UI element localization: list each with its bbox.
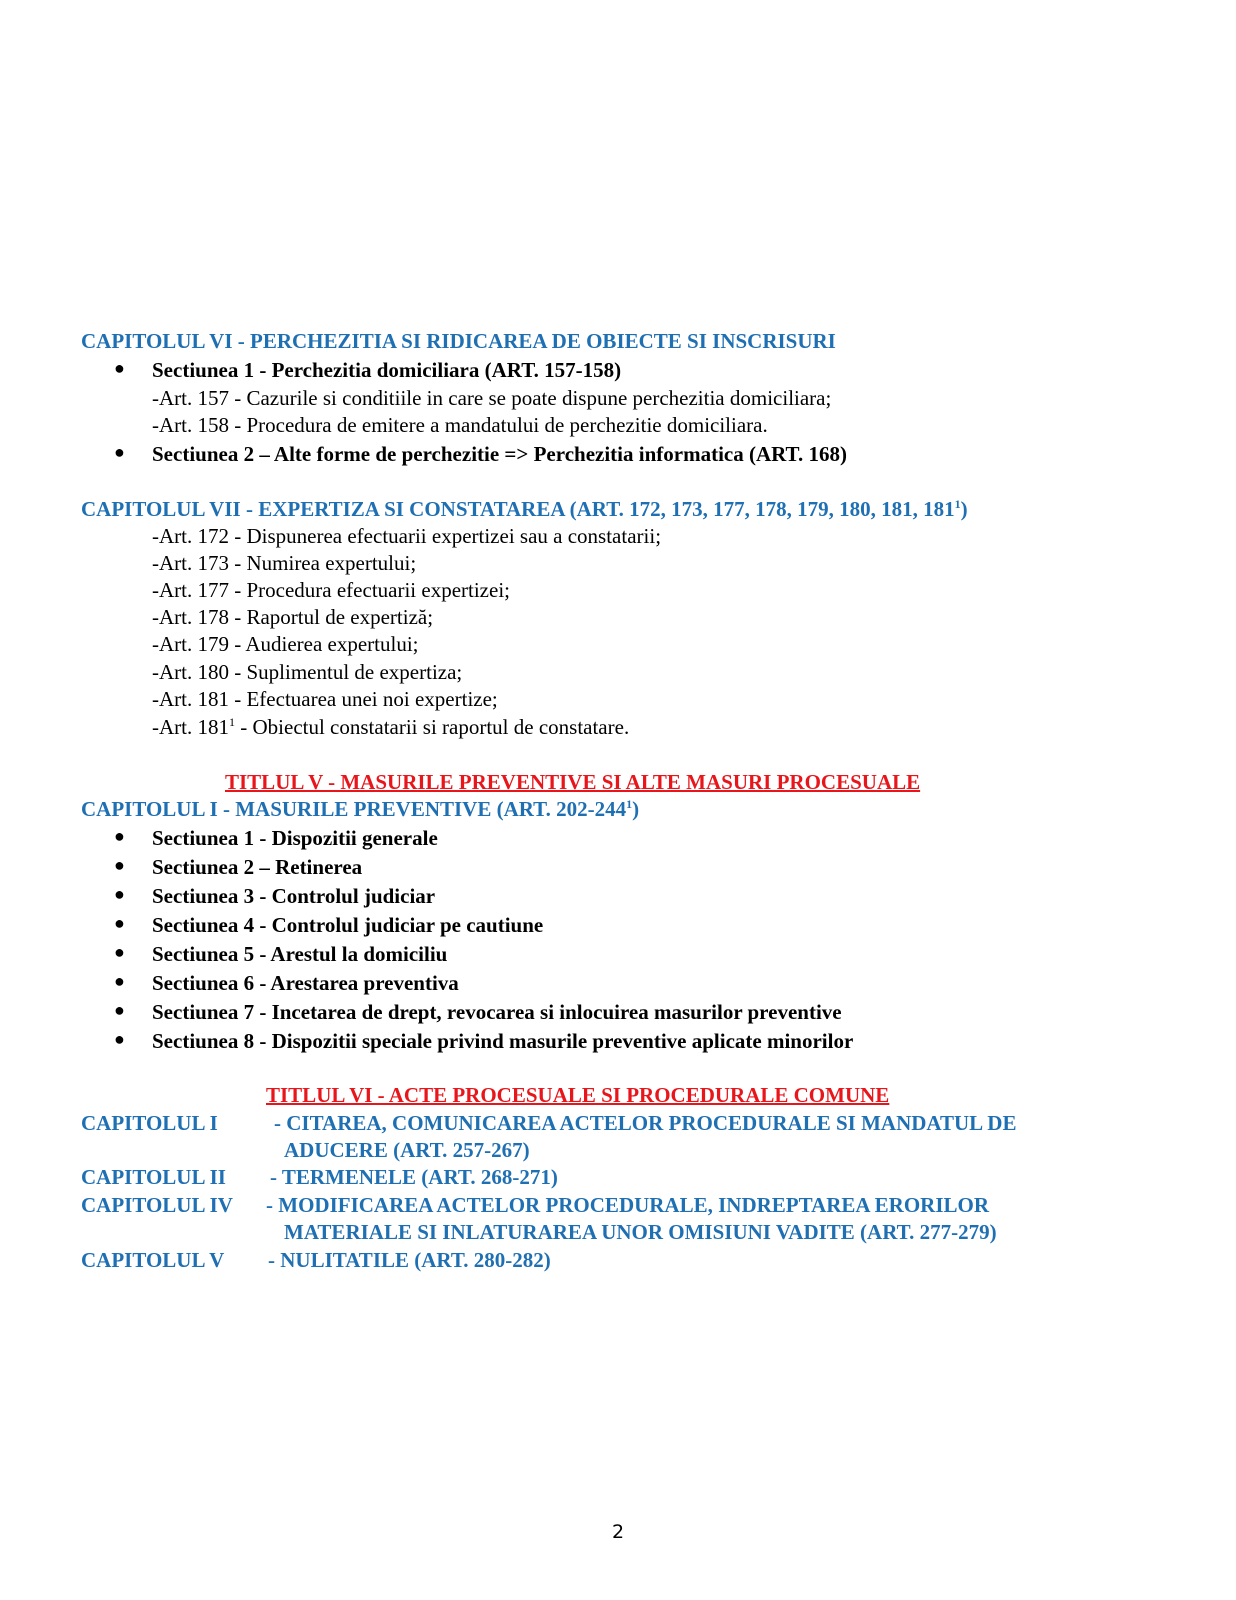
title-5-chapter-1-end: ) [632, 797, 640, 821]
bullet-icon: ● [114, 826, 125, 846]
title-6-chapter-2-text: - TERMENELE (ART. 268-271) [270, 1165, 558, 1189]
article-173: -Art. 173 - Numirea expertului; [152, 551, 417, 575]
page-number: 2 [611, 1521, 625, 1543]
title-6-chapter-5-text: - NULITATILE (ART. 280-282) [268, 1248, 551, 1272]
title-5-section-7: Sectiunea 7 - Incetarea de drept, revocarea si inlocuirea masurilor preventive [152, 1000, 842, 1024]
article-178: -Art. 178 - Raportul de expertiză; [152, 605, 434, 629]
chapter-7-title [81, 496, 968, 522]
bullet-icon: ● [114, 442, 125, 462]
superscript: 1 [954, 497, 961, 511]
bullet-icon: ● [114, 971, 125, 991]
chapter-6-title: CAPITOLUL VI - PERCHEZITIA SI RIDICAREA DE OBIECTE SI INSCRISURI [81, 329, 836, 353]
bullet-icon: ● [114, 358, 125, 378]
article-158: -Art. 158 - Procedura de emitere a mandatului de perchezitie domiciliara. [152, 413, 768, 437]
title-5-section-8: Sectiunea 8 - Dispozitii speciale privind masurile preventive aplicate minorilor [152, 1029, 854, 1053]
superscript: 1 [626, 797, 633, 811]
title-6-chapter-1-text: - CITAREA, COMUNICAREA ACTELOR PROCEDURALE SI MANDATUL DE [274, 1111, 1017, 1135]
title-5-chapter-1-text: CAPITOLUL I - MASURILE PREVENTIVE (ART. 202-244 [81, 797, 627, 821]
title-5-section-5: Sectiunea 5 - Arestul la domiciliu [152, 942, 448, 966]
article-172: -Art. 172 - Dispunerea efectuarii expertizei sau a constatarii; [152, 524, 662, 548]
title-6-chapter-1-label: CAPITOLUL I [81, 1111, 218, 1135]
article-180: -Art. 180 - Suplimentul de expertiza; [152, 660, 463, 684]
title-5-section-4: Sectiunea 4 - Controlul judiciar pe cautiune [152, 913, 544, 937]
chapter-6-section-2: Sectiunea 2 – Alte forme de perchezitie => Perchezitia informatica (ART. 168) [152, 442, 847, 466]
title-5-chapter-1 [81, 796, 639, 822]
title-6-chapter-5-label: CAPITOLUL V [81, 1248, 225, 1272]
chapter-7-title-end: ) [960, 497, 968, 521]
bullet-icon: ● [114, 913, 125, 933]
title-6-chapter-4-text: - MODIFICAREA ACTELOR PROCEDURALE, INDREPTAREA ERORILOR [266, 1193, 990, 1217]
bullet-icon: ● [114, 884, 125, 904]
title-5-section-2: Sectiunea 2 – Retinerea [152, 855, 363, 879]
chapter-6-section-1: Sectiunea 1 - Perchezitia domiciliara (ART. 157-158) [152, 358, 622, 382]
article-181: -Art. 181 - Efectuarea unei noi expertize; [152, 687, 498, 711]
bullet-icon: ● [114, 1029, 125, 1049]
title-6-chapter-4-cont: MATERIALE SI INLATURAREA UNOR OMISIUNI VADITE (ART. 277-279) [284, 1220, 997, 1244]
article-181-1-prefix: -Art. 181 [152, 715, 229, 739]
title-5-section-1: Sectiunea 1 - Dispozitii generale [152, 826, 438, 850]
article-157: -Art. 157 - Cazurile si conditiile in care se poate dispune perchezitia domiciliara; [152, 386, 832, 410]
bullet-icon: ● [114, 855, 125, 875]
title-6-heading: TITLUL VI - ACTE PROCESUALE SI PROCEDURALE COMUNE [266, 1083, 890, 1107]
superscript: 1 [229, 715, 235, 729]
title-6-chapter-1-cont: ADUCERE (ART. 257-267) [284, 1138, 530, 1162]
bullet-icon: ● [114, 942, 125, 962]
bullet-icon: ● [114, 1000, 125, 1020]
article-181-1 [152, 714, 629, 740]
chapter-7-title-text: CAPITOLUL VII - EXPERTIZA SI CONSTATAREA (ART. 172, 173, 177, 178, 179, 180, 181, 181 [81, 497, 955, 521]
title-5-section-6: Sectiunea 6 - Arestarea preventiva [152, 971, 459, 995]
title-5-section-3: Sectiunea 3 - Controlul judiciar [152, 884, 436, 908]
title-6-chapter-4-label: CAPITOLUL IV [81, 1193, 233, 1217]
article-181-1-rest: - Obiectul constatarii si raportul de constatare. [235, 715, 630, 739]
article-177: -Art. 177 - Procedura efectuarii expertizei; [152, 578, 510, 602]
title-6-chapter-2-label: CAPITOLUL II [81, 1165, 226, 1189]
title-5-heading: TITLUL V - MASURILE PREVENTIVE SI ALTE MASURI PROCESUALE [225, 770, 921, 794]
article-179: -Art. 179 - Audierea expertului; [152, 632, 419, 656]
